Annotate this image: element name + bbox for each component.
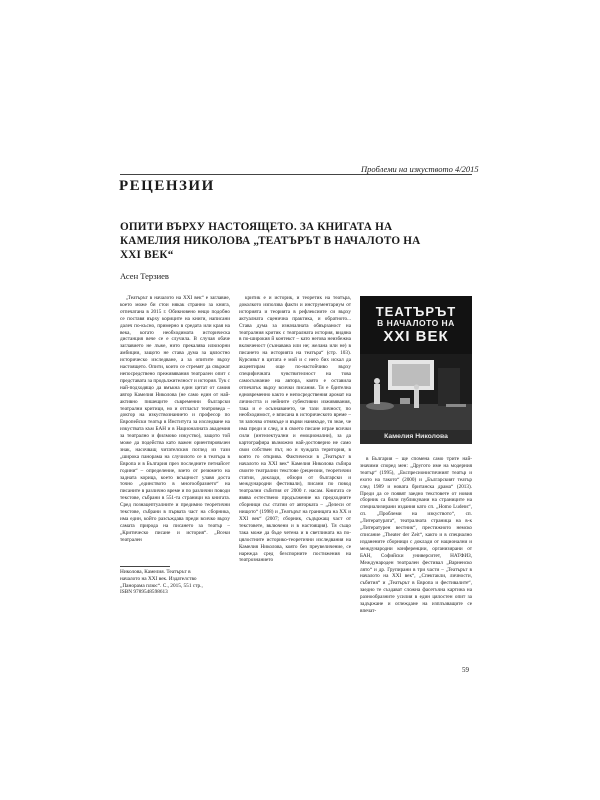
- body-column-left: [120, 295, 230, 544]
- header-rule: [120, 174, 472, 175]
- paragraph: „Театърът в началото на XXI век“ е заглавие, което може би стои някак странно за книга, отпечатана в 2015 г. Обикновено нещо подобно се поставя върху кориците на книги, написани далеч по-късно, примерно в средата или края на века, когато необходимата историческа дистанция вече се е случила. В случая обаче заглавието не лъже, нито прекалява илюзорни амбиции, защото не става дума за цялостно историческо изследване, а за опитите върху настоящето. Опити, които се стремят да свържат непосредствено преживявания театрален опит с представата за продължителност и история. Тук с най-подходящо да вмъкна един цитат от самия автор Камелия Николова (не само един от най-активно пишещите съвременни български театрални критици, но и отгласът театроведа – доктор на изкуствознанието и професор по Европейски театър в Института за изследване на изкуствата към БАН и в Националната академия за театрално и филмово изкуство), защото той може да подейства като важен ориентировъчен знак, насочващ читателския поглед из тази „широка панорама на случилото се в театъра в Европа и в България през последните петнайсет години“ – определение, взето от резюмето на задната корица, което всъщност улавя доста точно „единството в многообразието“ на писаните в различно време и по различни поводи текстове, събрани в 551-та страници на книгата. Сред познацептуалните и предимно теоретични текстове, събрани в първата част на сборника, има един, който разсъждава преди всичко върху самата природа на писането за театър – „Критическо писане и история“. „Всеки театрален: [120, 295, 230, 543]
- footnote-line: Николова, Камелия. Театърът в: [120, 569, 191, 575]
- title-line: КАМЕЛИЯ НИКОЛОВА „ТЕАТЪРЪТ В НАЧАЛОТО НА: [120, 235, 421, 247]
- title-line: ОПИТИ ВЪРХУ НАСТОЯЩЕТО. ЗА КНИГАТА НА: [120, 221, 393, 233]
- footnote-rule: [120, 566, 170, 567]
- footnote-line: ISBN 9789548598613: [120, 589, 168, 596]
- book-title-line-3: XXI ВЕК: [383, 328, 449, 345]
- journal-header: Проблеми на изкуството 4/2015: [361, 164, 479, 174]
- book-cover-photo: [360, 354, 472, 430]
- article-title: [120, 220, 470, 262]
- book-title-line-2: В НАЧАЛОТО НА: [377, 318, 455, 328]
- section-heading: РЕЦЕНЗИИ: [119, 178, 215, 194]
- book-cover-title: [360, 305, 472, 345]
- article-author: Асен Терзиев: [120, 271, 169, 281]
- book-cover-author: Камелия Николова: [360, 430, 472, 444]
- body-column-right: [360, 456, 472, 615]
- page-number: 59: [462, 666, 469, 674]
- footnote-line: началото на XXI век. Издателство: [120, 575, 197, 582]
- book-title-line-1: ТЕАТЪРЪТ: [375, 304, 457, 319]
- book-cover: [360, 296, 472, 444]
- footnote-line: „Панорама плюс“. С., 2015, 551 стр.,: [120, 582, 203, 589]
- body-column-middle: [239, 295, 351, 564]
- paragraph: в България – ще спомена само трите най-значими според мен: „Другото име на модерния театър“ (1995), „Експресионистичният театър и ехото на такото“ (2000) и „Българският театър след 1989 и новата британска драма“ (2013). Преди да се появят заедно текстовете от новия сборник са били публикувани на страниците на специализирани издания като сп. „Homo Ludens“, сп. „Проблеми на изкуството“, сп. „Литературата“, театралната страница на в-к „Литературен вестник“, престижното немско списание „Theater der Zeit“, както и в специално изданените сборници с доклади от национални и международни конференции, организирани от БАН, Софийски университет, НАТФИЗ, Международен театрален фестивал „Варненско лято“ и др. Групирани в три части – „Театърът в началото на XXI век“, „Спектакли, личности, събития“ и „Театърът в Европа и фестивалите“, заедно те създават сложна фасетъчна картина на разнообразните усилия в един цялостен опит за задържане и оглеждане на изплъзващите се впечат-: [360, 456, 472, 614]
- footnote: [120, 569, 230, 596]
- paragraph: критик е и историк, и теоретик на театъра, доколкото използва факти и инструментариум от историята и теорията в рефлексиите си върху актуалната сценична практика, и обратното... Става дума за изначалната обвързаност на театралния критик с театралната история, видяна в по-широкия й контекст – като негова неизбежна включеност (съзнавана или не; желана или не) в писането на историята на театъра“ (стр. 103). Курсивът в цитата е мой и с него бих искал да акцентирам още по-настойчиво върху специфичната чувствителност на това самосъзнание на автора, която е оставила отпечатък върху всички писания. Тя е бдителна едновременно както е непосредствения аромат на личността и нейните субективни изживявания, така и е осъзнаването, че тази личност, по необходимост, е вписана в историческото време – тя започва отнякъде и върви нанякъде, тя знае, че има преди и след, и в своето писане играе всички сили (интелектуални и емоционални), за да картографира възможно най-достоверно не само свои собствен път, но и чуждата територия, в която го открива. Фактически в „Театърът в началото на XXI век“ Камелия Николова събира своите театрални текстове (рецензии, теоретични статии, доклади, обзори от български и международни фестивали), писани по повод театрални събития от 2000 г. насам. Книгата се явява естествено продължение на предходните сборници със статии от авторката – „Делеси от нищото“ (1998) и „Театърът на границата на XX и XXI век“ (2007; сборник, съдържащ част от текстовете, включени и в настоящия). Тя също така може да бъде четена и в светлината на по-цялостните историко-теоретични изследвания на Камелия Николова, която без преувеличение, се нарежда сред безспорните постижения на театрознанието: [239, 295, 351, 564]
- title-line: XXI ВЕК“: [120, 249, 174, 261]
